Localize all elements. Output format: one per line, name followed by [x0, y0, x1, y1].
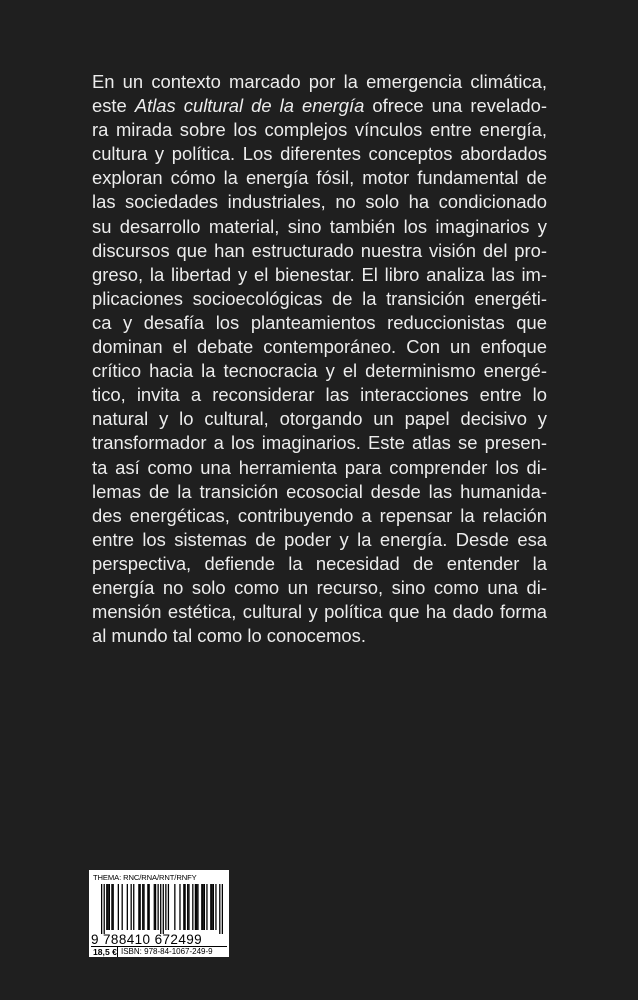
- blurb-text: plicaciones socioecológicas de la transición energéti-: [92, 287, 547, 309]
- blurb-text: exploran cómo la energía fósil, motor fundamental de: [92, 167, 547, 189]
- blurb-line: [92, 600, 547, 624]
- barcode-bar: [101, 884, 102, 934]
- barcode-label: [89, 870, 229, 957]
- barcode-bar: [149, 884, 150, 930]
- barcode-bar: [160, 884, 161, 934]
- barcode-bar: [142, 884, 143, 930]
- blurb-text: tico, invita a reconsiderar las interacciones entre lo: [92, 384, 547, 406]
- barcode-bar: [107, 884, 108, 930]
- barcode-bar: [188, 884, 189, 930]
- barcode-bar: [179, 884, 180, 930]
- blurb-line: [92, 190, 547, 214]
- barcode-bar: [122, 884, 123, 930]
- blurb-text: greso, la libertad y el bienestar. El libro analiza las im-: [92, 263, 547, 285]
- barcode-bar: [127, 884, 128, 930]
- barcode-bar: [201, 884, 202, 930]
- price: 18,5 €: [93, 947, 117, 957]
- blurb-line: [92, 335, 547, 359]
- barcode-bar: [210, 884, 211, 930]
- barcode-bar: [183, 884, 184, 930]
- barcode-digit-prefix: 9: [91, 932, 99, 947]
- barcode-bar: [104, 884, 105, 934]
- isbn-number: ISBN: 978-84-1067-249-9: [121, 947, 213, 956]
- blurb-line: [92, 383, 547, 407]
- barcode-bar: [140, 884, 141, 930]
- blurb-line: [92, 142, 547, 166]
- blurb-text: discursos que han estructurado nuestra visión del pro-: [92, 239, 547, 261]
- barcode-bar: [195, 884, 196, 930]
- barcode-bar: [111, 884, 112, 930]
- blurb-line: [92, 456, 547, 480]
- blurb-line: [92, 480, 547, 504]
- blurb-line: [92, 431, 547, 455]
- blurb-text: las sociedades industriales, no solo ha condicionado: [92, 191, 547, 213]
- blurb-text: des energéticas, contribuyendo a repensar la relación: [92, 504, 547, 526]
- barcode-bar: [113, 884, 114, 930]
- barcode-bar: [168, 884, 169, 930]
- blurb-text: ra mirada sobre los complejos vínculos entre energía,: [92, 119, 547, 141]
- barcode-bar: [196, 884, 197, 930]
- barcode-bar: [138, 884, 139, 930]
- blurb-line: [92, 504, 547, 528]
- barcode-bar: [174, 884, 175, 930]
- barcode-bar: [222, 884, 223, 934]
- blurb-text: su desarrollo material, sino también los imaginarios y: [92, 215, 547, 237]
- barcode-bar: [118, 884, 119, 930]
- barcode-bar: [155, 884, 156, 930]
- barcode-bar: [109, 884, 110, 930]
- blurb-line: [92, 215, 547, 239]
- blurb-text: crítico hacia la tecnocracia y el determinismo energé-: [92, 360, 547, 382]
- blurb-text: lemas de la transición ecosocial desde las humanida-: [92, 480, 547, 502]
- blurb-line: [92, 359, 547, 383]
- barcode-digit-groups: 788410 672499: [103, 932, 203, 947]
- blurb-text: al mundo tal como lo conocemos.: [92, 625, 366, 647]
- blurb-line: [92, 263, 547, 287]
- barcode-bar: [213, 884, 214, 930]
- blurb-text: entre los sistemas de poder y la energía. Desde esa: [92, 528, 547, 550]
- blurb-text: este: [92, 95, 135, 117]
- blurb-line: [92, 624, 547, 648]
- blurb-text: ofrece una revelado-: [364, 95, 548, 117]
- barcode-bar: [165, 884, 166, 930]
- blurb-line: [92, 118, 547, 142]
- blurb-line: [92, 576, 547, 600]
- barcode-bar: [219, 884, 220, 934]
- blurb-text: mensión estética, cultural y política que ha dado forma: [92, 601, 547, 623]
- blurb-line: [92, 239, 547, 263]
- thema-codes: THEMA: RNC/RNA/RNT/RNFY: [93, 873, 197, 882]
- barcode-bar: [106, 884, 107, 930]
- blurb-line: [92, 528, 547, 552]
- blurb-line: [92, 166, 547, 190]
- blurb-line: [92, 94, 547, 118]
- barcode-bar: [184, 884, 185, 930]
- barcode-bar: [143, 884, 144, 930]
- barcode-bar: [147, 884, 148, 930]
- barcode-bar: [215, 884, 216, 930]
- barcode-bar: [154, 884, 155, 930]
- blurb-text: En un contexto marcado por la emergencia climática,: [92, 71, 547, 92]
- price-divider: [117, 947, 118, 957]
- blurb-text: cultura y política. Los diferentes conceptos abordados: [92, 143, 547, 165]
- barcode-bar: [211, 884, 212, 930]
- blurb-line: [92, 407, 547, 431]
- blurb-line: [92, 311, 547, 335]
- blurb-text: dominan el debate contemporáneo. Con un enfoque: [92, 336, 547, 358]
- barcode-bar: [133, 884, 134, 930]
- blurb-text: ta así como una herramienta para comprender los di-: [92, 456, 547, 478]
- barcode-bar: [204, 884, 205, 930]
- barcode-bar: [131, 884, 132, 930]
- blurb-text: natural y lo cultural, otorgando un papel decisivo y: [92, 408, 547, 430]
- ean-barcode: [101, 884, 223, 934]
- back-cover-blurb: [92, 70, 547, 648]
- price-isbn-row: [91, 946, 227, 957]
- barcode-bar: [192, 884, 193, 930]
- barcode-bar: [187, 884, 188, 930]
- barcode-bar: [206, 884, 207, 930]
- book-title-italic: Atlas cultural de la energía: [134, 95, 365, 117]
- barcode-bar: [158, 884, 159, 930]
- blurb-text: perspectiva, defiende la necesidad de entender la: [92, 552, 547, 574]
- barcode-bar: [197, 884, 198, 930]
- blurb-line: [92, 70, 547, 94]
- barcode-bar: [202, 884, 203, 930]
- blurb-line: [92, 552, 547, 576]
- blurb-text: transformador a los imaginarios. Este atlas se presen-: [92, 432, 547, 454]
- blurb-text: ca y desafía los planteamientos reduccionistas que: [92, 311, 547, 333]
- blurb-line: [92, 287, 547, 311]
- blurb-text: energía no solo como un recurso, sino como una di-: [92, 576, 547, 598]
- barcode-bar: [163, 884, 164, 934]
